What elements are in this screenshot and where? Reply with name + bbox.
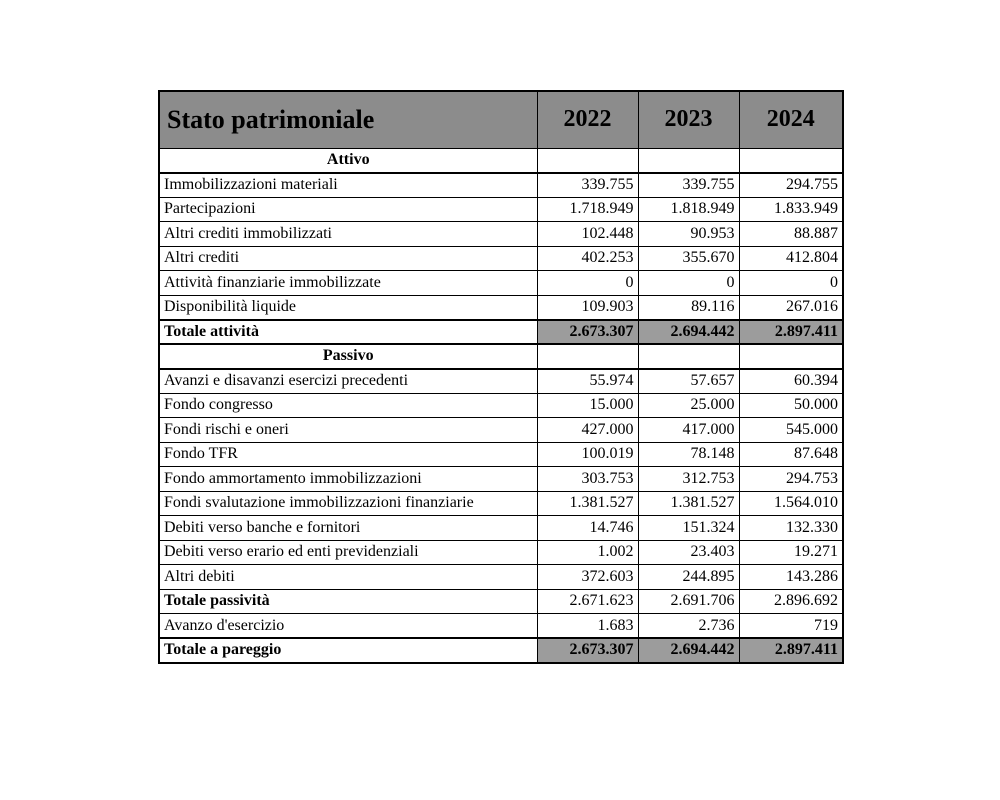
value-cell-2022: 0 — [537, 271, 638, 296]
row-label: Avanzi e disavanzi esercizi precedenti — [159, 369, 537, 394]
value-cell-2022: 14.746 — [537, 516, 638, 541]
row-label: Attività finanziarie immobilizzate — [159, 271, 537, 296]
value-cell-2024 — [739, 344, 843, 369]
table-row — [159, 369, 843, 394]
table-row — [159, 295, 843, 320]
row-label: Fondo ammortamento immobilizzazioni — [159, 467, 537, 492]
value-cell-2024: 132.330 — [739, 516, 843, 541]
value-cell-2022: 402.253 — [537, 246, 638, 271]
row-label: Altri debiti — [159, 565, 537, 590]
value-cell-2022 — [537, 344, 638, 369]
value-cell-2024: 88.887 — [739, 222, 843, 247]
value-cell-2022: 1.002 — [537, 540, 638, 565]
value-cell-2023: 244.895 — [638, 565, 739, 590]
value-cell-2022: 339.755 — [537, 173, 638, 198]
row-label: Fondo congresso — [159, 393, 537, 418]
value-cell-2023: 78.148 — [638, 442, 739, 467]
value-cell-2024: 50.000 — [739, 393, 843, 418]
value-cell-2024: 267.016 — [739, 295, 843, 320]
value-cell-2022: 2.673.307 — [537, 320, 638, 345]
table-row — [159, 222, 843, 247]
balance-sheet-table — [158, 90, 844, 664]
value-cell-2022: 1.718.949 — [537, 197, 638, 222]
value-cell-2024: 87.648 — [739, 442, 843, 467]
table-row — [159, 197, 843, 222]
value-cell-2024: 719 — [739, 614, 843, 639]
row-label: Altri crediti — [159, 246, 537, 271]
row-label: Partecipazioni — [159, 197, 537, 222]
value-cell-2024: 294.753 — [739, 467, 843, 492]
row-label: Attivo — [159, 148, 537, 173]
value-cell-2024: 545.000 — [739, 418, 843, 443]
value-cell-2023: 89.116 — [638, 295, 739, 320]
total-row — [159, 638, 843, 663]
value-cell-2023 — [638, 148, 739, 173]
row-label: Disponibilità liquide — [159, 295, 537, 320]
value-cell-2023: 57.657 — [638, 369, 739, 394]
value-cell-2023: 355.670 — [638, 246, 739, 271]
value-cell-2023: 25.000 — [638, 393, 739, 418]
value-cell-2023: 1.818.949 — [638, 197, 739, 222]
row-label: Altri crediti immobilizzati — [159, 222, 537, 247]
value-cell-2024: 143.286 — [739, 565, 843, 590]
value-cell-2022: 100.019 — [537, 442, 638, 467]
year-header-1: 2022 — [537, 91, 638, 148]
value-cell-2023: 90.953 — [638, 222, 739, 247]
value-cell-2022: 1.683 — [537, 614, 638, 639]
value-cell-2024: 1.833.949 — [739, 197, 843, 222]
row-label: Fondo TFR — [159, 442, 537, 467]
section-row — [159, 344, 843, 369]
value-cell-2022 — [537, 148, 638, 173]
table-row — [159, 491, 843, 516]
year-header-2: 2023 — [638, 91, 739, 148]
row-label: Fondi rischi e oneri — [159, 418, 537, 443]
row-label: Debiti verso banche e fornitori — [159, 516, 537, 541]
table-body — [159, 148, 843, 663]
value-cell-2024: 412.804 — [739, 246, 843, 271]
table-row — [159, 173, 843, 198]
total-row — [159, 589, 843, 614]
row-label: Immobilizzazioni materiali — [159, 173, 537, 198]
row-label: Fondi svalutazione immobilizzazioni finanziarie — [159, 491, 537, 516]
table-row — [159, 442, 843, 467]
value-cell-2024: 2.896.692 — [739, 589, 843, 614]
value-cell-2023: 2.691.706 — [638, 589, 739, 614]
year-header-3: 2024 — [739, 91, 843, 148]
section-row — [159, 148, 843, 173]
value-cell-2022: 15.000 — [537, 393, 638, 418]
value-cell-2023: 23.403 — [638, 540, 739, 565]
value-cell-2023: 1.381.527 — [638, 491, 739, 516]
value-cell-2023: 2.694.442 — [638, 320, 739, 345]
value-cell-2022: 1.381.527 — [537, 491, 638, 516]
value-cell-2023: 339.755 — [638, 173, 739, 198]
row-label: Debiti verso erario ed enti previdenziali — [159, 540, 537, 565]
value-cell-2024: 2.897.411 — [739, 638, 843, 663]
value-cell-2024 — [739, 148, 843, 173]
row-label: Passivo — [159, 344, 537, 369]
table-row — [159, 565, 843, 590]
table-row — [159, 516, 843, 541]
value-cell-2024: 2.897.411 — [739, 320, 843, 345]
value-cell-2022: 109.903 — [537, 295, 638, 320]
value-cell-2024: 19.271 — [739, 540, 843, 565]
value-cell-2022: 303.753 — [537, 467, 638, 492]
table-row — [159, 246, 843, 271]
value-cell-2024: 60.394 — [739, 369, 843, 394]
row-label: Totale a pareggio — [159, 638, 537, 663]
total-row — [159, 320, 843, 345]
value-cell-2023: 2.736 — [638, 614, 739, 639]
balance-sheet-table-wrap — [158, 90, 842, 664]
value-cell-2022: 372.603 — [537, 565, 638, 590]
table-row — [159, 271, 843, 296]
table-row — [159, 614, 843, 639]
value-cell-2023: 417.000 — [638, 418, 739, 443]
table-row — [159, 540, 843, 565]
value-cell-2022: 427.000 — [537, 418, 638, 443]
table-title: Stato patrimoniale — [159, 91, 537, 148]
value-cell-2022: 2.673.307 — [537, 638, 638, 663]
value-cell-2023 — [638, 344, 739, 369]
value-cell-2023: 2.694.442 — [638, 638, 739, 663]
value-cell-2024: 1.564.010 — [739, 491, 843, 516]
row-label: Avanzo d'esercizio — [159, 614, 537, 639]
value-cell-2023: 151.324 — [638, 516, 739, 541]
table-header-row — [159, 91, 843, 148]
table-row — [159, 393, 843, 418]
table-row — [159, 418, 843, 443]
value-cell-2022: 2.671.623 — [537, 589, 638, 614]
row-label: Totale attività — [159, 320, 537, 345]
value-cell-2023: 0 — [638, 271, 739, 296]
table-row — [159, 467, 843, 492]
row-label: Totale passività — [159, 589, 537, 614]
value-cell-2024: 0 — [739, 271, 843, 296]
value-cell-2022: 55.974 — [537, 369, 638, 394]
value-cell-2023: 312.753 — [638, 467, 739, 492]
value-cell-2022: 102.448 — [537, 222, 638, 247]
value-cell-2024: 294.755 — [739, 173, 843, 198]
